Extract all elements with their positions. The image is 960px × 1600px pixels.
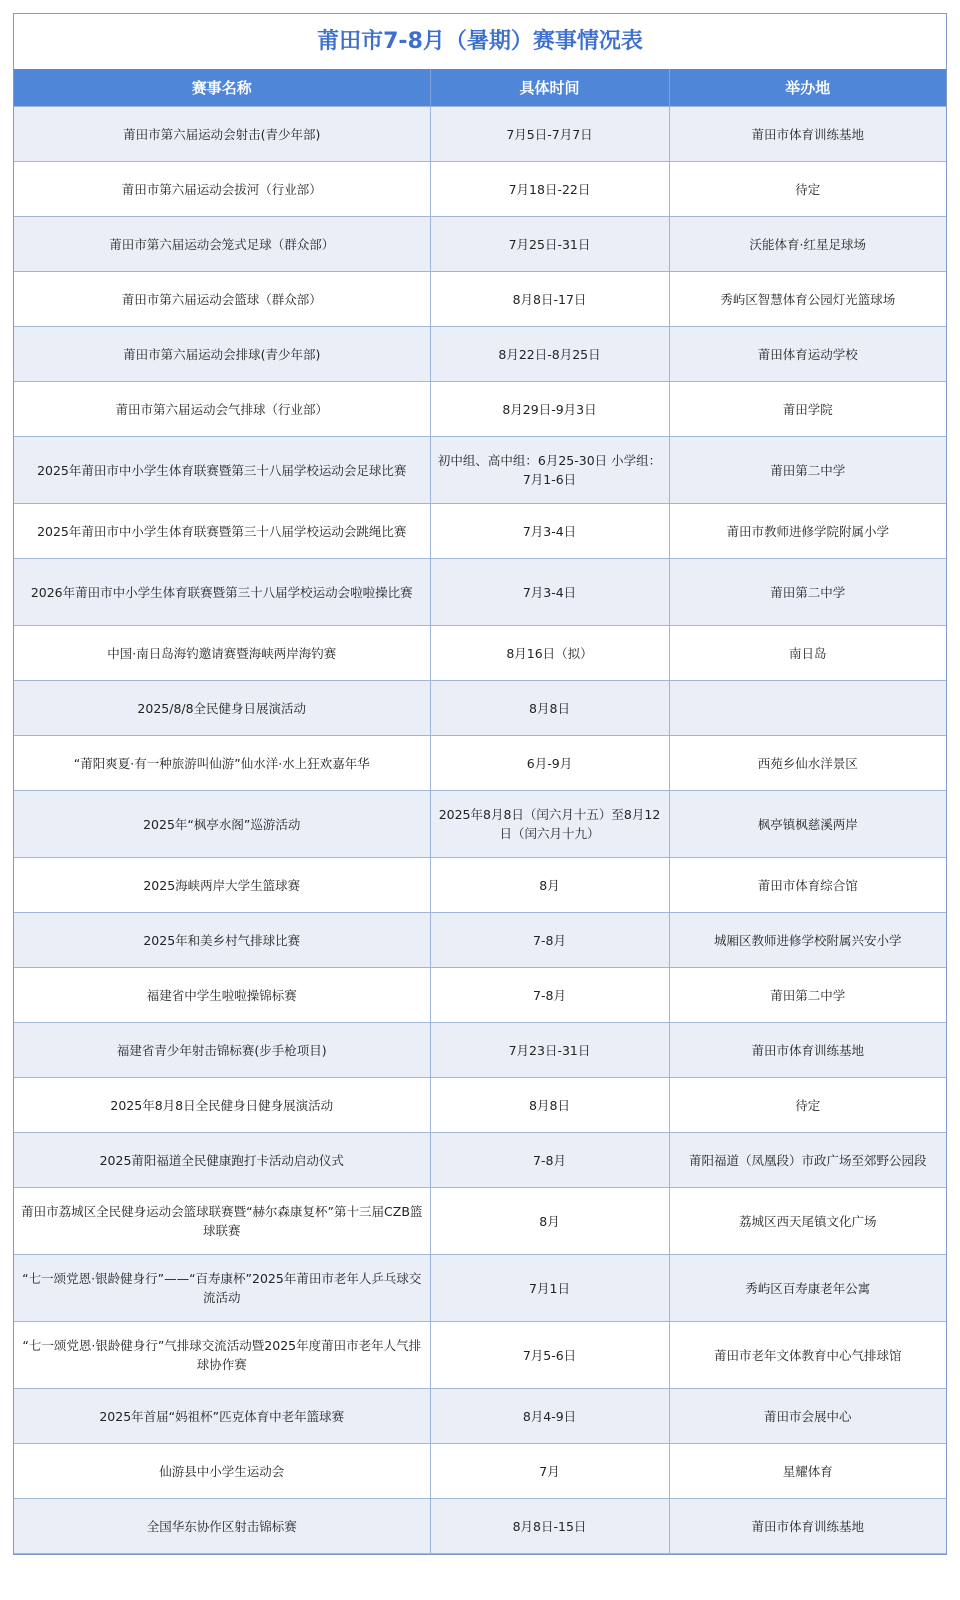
table-row [14,858,946,913]
event-name-cell: 2025年莆田市中小学生体育联赛暨第三十八届学校运动会足球比赛 [14,437,430,504]
time-cell: 7月 [430,1444,669,1499]
event-name-cell: 莆田市第六届运动会射击(青少年部) [14,107,430,162]
event-name-cell: 2025年莆田市中小学生体育联赛暨第三十八届学校运动会跳绳比赛 [14,504,430,559]
event-name-cell: 莆田市第六届运动会排球(青少年部) [14,327,430,382]
venue-cell: 枫亭镇枫慈溪两岸 [669,791,946,858]
venue-cell: 沃能体育·红星足球场 [669,217,946,272]
event-name-cell: “七一颂党恩·银龄健身行”气排球交流活动暨2025年度莆田市老年人气排球协作赛 [14,1322,430,1389]
event-name-cell: 莆田市荔城区全民健身运动会篮球联赛暨“赫尔森康复杯”第十三届CZB篮球联赛 [14,1188,430,1255]
table-row [14,1023,946,1078]
time-cell: 8月8日 [430,681,669,736]
venue-cell: 莆田体育运动学校 [669,327,946,382]
venue-cell: 莆田第二中学 [669,437,946,504]
table-title: 莆田市7-8月（暑期）赛事情况表 [14,14,946,69]
venue-cell: 莆田市教师进修学院附属小学 [669,504,946,559]
events-table [14,69,946,1554]
venue-cell: 待定 [669,162,946,217]
event-name-cell: 全国华东协作区射击锦标赛 [14,1499,430,1554]
table-row [14,681,946,736]
time-cell: 2025年8月8日（闰六月十五）至8月12日（闰六月十九） [430,791,669,858]
time-cell: 8月8日 [430,1078,669,1133]
header-time: 具体时间 [430,69,669,107]
table-row [14,1444,946,1499]
event-name-cell: 中国·南日岛海钓邀请赛暨海峡两岸海钓赛 [14,626,430,681]
time-cell: 8月29日-9月3日 [430,382,669,437]
event-name-cell: 福建省青少年射击锦标赛(步手枪项目) [14,1023,430,1078]
event-name-cell: 2025海峡两岸大学生篮球赛 [14,858,430,913]
venue-cell: 星耀体育 [669,1444,946,1499]
table-row [14,1499,946,1554]
table-row [14,1078,946,1133]
time-cell: 7月23日-31日 [430,1023,669,1078]
table-row [14,791,946,858]
venue-cell: 莆田第二中学 [669,559,946,626]
event-name-cell: 莆田市第六届运动会气排球（行业部） [14,382,430,437]
venue-cell: 莆田市体育训练基地 [669,1023,946,1078]
venue-cell: 城厢区教师进修学校附属兴安小学 [669,913,946,968]
table-row [14,382,946,437]
time-cell: 8月22日-8月25日 [430,327,669,382]
time-cell: 7月3-4日 [430,504,669,559]
table-row [14,968,946,1023]
event-name-cell: 2025年首届“妈祖杯”匹克体育中老年篮球赛 [14,1389,430,1444]
table-row [14,1255,946,1322]
table-row [14,626,946,681]
venue-cell: 荔城区西天尾镇文化广场 [669,1188,946,1255]
table-row [14,1389,946,1444]
event-name-cell: 2025年8月8日全民健身日健身展演活动 [14,1078,430,1133]
time-cell: 8月 [430,1188,669,1255]
time-cell: 7-8月 [430,913,669,968]
venue-cell: 秀屿区百寿康老年公寓 [669,1255,946,1322]
time-cell: 7月5-6日 [430,1322,669,1389]
table-row [14,217,946,272]
header-event-name: 赛事名称 [14,69,430,107]
time-cell: 7月5日-7月7日 [430,107,669,162]
table-row [14,1133,946,1188]
event-name-cell: 2026年莆田市中小学生体育联赛暨第三十八届学校运动会啦啦操比赛 [14,559,430,626]
table-row [14,327,946,382]
table-row [14,272,946,327]
table-row [14,736,946,791]
events-table-container [13,13,947,1555]
venue-cell: 南日岛 [669,626,946,681]
table-row [14,1322,946,1389]
venue-cell: 莆田市体育训练基地 [669,107,946,162]
time-cell: 8月16日（拟） [430,626,669,681]
venue-cell: 莆田市体育综合馆 [669,858,946,913]
venue-cell: 莆田市体育训练基地 [669,1499,946,1554]
event-name-cell: “七一颂党恩·银龄健身行”——“百寿康杯”2025年莆田市老年人乒乓球交流活动 [14,1255,430,1322]
event-name-cell: 2025莆阳福道全民健康跑打卡活动启动仪式 [14,1133,430,1188]
header-venue: 举办地 [669,69,946,107]
time-cell: 7月25日-31日 [430,217,669,272]
table-row [14,162,946,217]
venue-cell: 莆田学院 [669,382,946,437]
event-name-cell: 2025年“枫亭水阁”巡游活动 [14,791,430,858]
venue-cell: 莆田市会展中心 [669,1389,946,1444]
venue-cell [669,681,946,736]
table-row [14,1188,946,1255]
time-cell: 7月3-4日 [430,559,669,626]
event-name-cell: 福建省中学生啦啦操锦标赛 [14,968,430,1023]
time-cell: 7月1日 [430,1255,669,1322]
event-name-cell: “莆阳爽夏·有一种旅游叫仙游”仙水洋·水上狂欢嘉年华 [14,736,430,791]
venue-cell: 秀屿区智慧体育公园灯光篮球场 [669,272,946,327]
time-cell: 8月 [430,858,669,913]
venue-cell: 西苑乡仙水洋景区 [669,736,946,791]
venue-cell: 莆阳福道（凤凰段）市政广场至郊野公园段 [669,1133,946,1188]
time-cell: 8月8日-17日 [430,272,669,327]
time-cell: 8月8日-15日 [430,1499,669,1554]
venue-cell: 莆田市老年文体教育中心气排球馆 [669,1322,946,1389]
table-row [14,437,946,504]
time-cell: 8月4-9日 [430,1389,669,1444]
event-name-cell: 莆田市第六届运动会篮球（群众部） [14,272,430,327]
time-cell: 7-8月 [430,968,669,1023]
table-row [14,504,946,559]
time-cell: 7月18日-22日 [430,162,669,217]
event-name-cell: 2025/8/8全民健身日展演活动 [14,681,430,736]
table-row [14,107,946,162]
event-name-cell: 莆田市第六届运动会笼式足球（群众部） [14,217,430,272]
time-cell: 初中组、高中组：6月25-30日 小学组：7月1-6日 [430,437,669,504]
time-cell: 6月-9月 [430,736,669,791]
event-name-cell: 莆田市第六届运动会拔河（行业部） [14,162,430,217]
table-row [14,559,946,626]
venue-cell: 莆田第二中学 [669,968,946,1023]
venue-cell: 待定 [669,1078,946,1133]
table-row [14,913,946,968]
event-name-cell: 2025年和美乡村气排球比赛 [14,913,430,968]
event-name-cell: 仙游县中小学生运动会 [14,1444,430,1499]
time-cell: 7-8月 [430,1133,669,1188]
header-row [14,69,946,107]
